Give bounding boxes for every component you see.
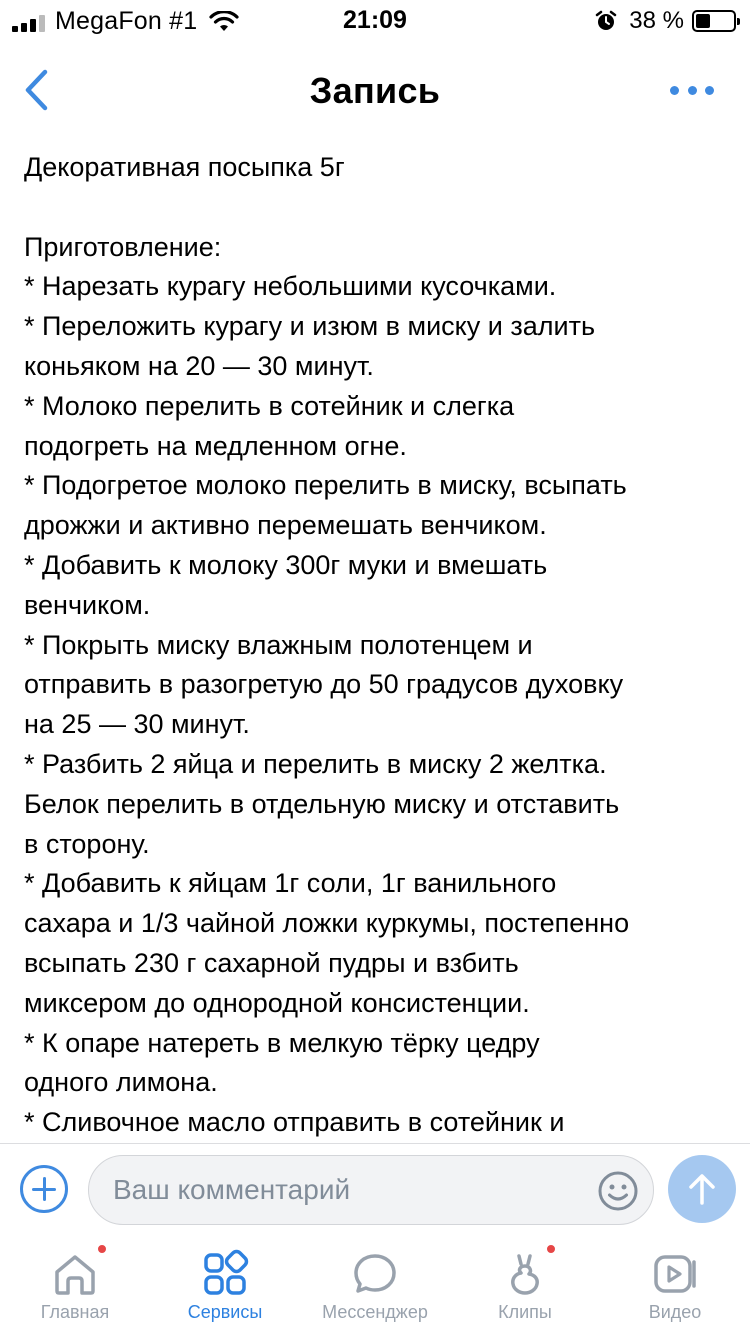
alarm-icon [595,10,617,32]
status-bar [0,0,750,40]
tab-messenger[interactable] [300,1238,450,1334]
post-text-line: в сторону. [24,828,150,859]
video-icon [649,1248,701,1300]
post-text-line: коньяком на 20 — 30 минут. [24,350,374,381]
tab-label: Мессенджер [322,1302,428,1322]
post-text-line: * К опаре натереть в мелкую тёрку цедру [24,1027,540,1058]
battery-level [696,14,710,28]
tab-video[interactable] [600,1238,750,1334]
tab-label: Видео [648,1302,702,1322]
post-text-line: дрожжи и активно перемешать венчиком. [24,510,547,541]
arrow-up-icon [687,1172,717,1206]
tab-bar [0,1238,750,1334]
clips-icon [499,1248,551,1300]
emoji-icon[interactable] [597,1170,639,1212]
post-text-line: * Покрыть миску влажным полотенцем и [24,629,533,660]
post-text-line: Приготовление: [24,231,222,262]
notification-badge [545,1243,557,1255]
page-title: Запись [309,70,441,111]
post-text-line: всыпать 230 г сахарной пудры и взбить [24,947,519,978]
post-text-line: отправить в разогретую до 50 градусов духовку [24,669,624,700]
post-text-line: венчиком. [24,589,151,620]
navigation-header [0,40,750,140]
tab-label: Главная [40,1302,110,1322]
post-text-line: * Разбить 2 яйца и перелить в миску 2 желтка. [24,748,607,779]
post-text-line: * Добавить к яйцам 1г соли, 1г ванильного [24,868,557,899]
messenger-icon [349,1248,401,1300]
post-text-line: Декоративная посыпка 5г [24,152,345,182]
status-time: 21:09 [343,6,407,34]
battery-icon [692,10,736,32]
post-text-line: * Переложить курагу и изюм в миску и залить [24,311,596,342]
post-text [24,148,739,1140]
more-options-button[interactable] [670,78,714,102]
post-text-line: на 25 — 30 минут. [24,709,250,740]
tab-clips[interactable] [450,1238,600,1334]
comment-input-wrapper [88,1155,654,1225]
post-text-line: одного лимона. [24,1067,218,1098]
status-right [595,7,736,35]
notification-badge [96,1243,108,1255]
post-text-line: сахара и 1/3 чайной ложки куркумы, постепенно [24,908,630,939]
tab-label: Сервисы [187,1302,263,1322]
carrier-name: MegaFon #1 [55,7,198,35]
post-text-line: миксером до однородной консистенции. [24,987,530,1018]
more-dots-icon [670,86,679,95]
post-text-line: * Молоко перелить в сотейник и слегка [24,390,515,421]
send-button[interactable] [668,1155,736,1223]
post-text-line [24,188,739,228]
tab-label: Клипы [498,1302,552,1322]
tab-home[interactable] [0,1238,150,1334]
comment-bar [0,1143,750,1238]
services-icon [199,1248,251,1300]
post-text-line: * Сливочное масло отправить в сотейник и [24,1107,565,1138]
home-icon [49,1248,101,1300]
post-text-line: Белок перелить в отдельную миску и отставить [24,788,620,819]
post-text-line: * Подогретое молоко перелить в миску, всыпать [24,470,627,501]
tab-services[interactable] [150,1238,300,1334]
post-text-line: * Нарезать курагу небольшими кусочками. [24,271,557,302]
add-attachment-button[interactable] [20,1165,68,1213]
post-text-line: * Добавить к молоку 300г муки и вмешать [24,549,548,580]
post-text-line: подогреть на медленном огне. [24,430,407,461]
battery-percent: 38 % [629,7,684,34]
comment-input[interactable] [113,1174,583,1206]
